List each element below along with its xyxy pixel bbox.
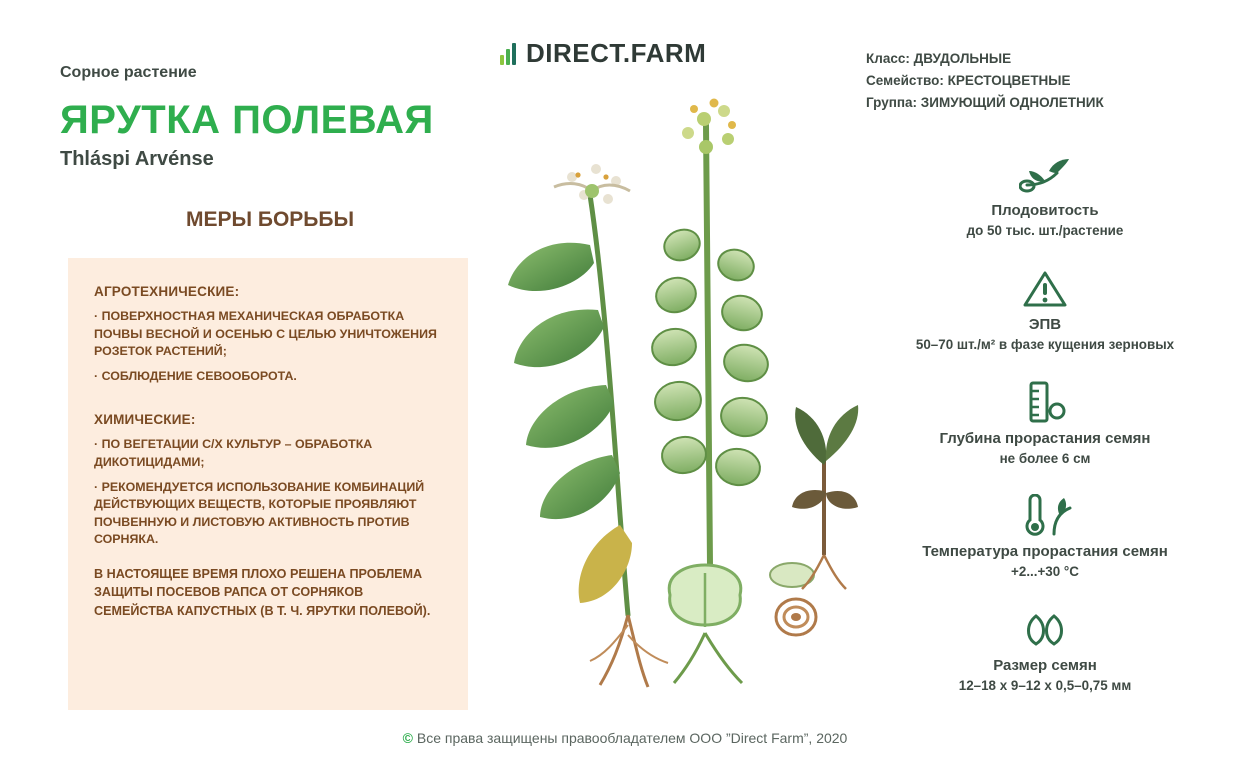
footer [0, 730, 1250, 746]
meta-class-label: Класс: [866, 51, 910, 66]
section-divider [94, 392, 446, 412]
direct-farm-logo-icon [500, 43, 516, 65]
seeds-icon [880, 605, 1210, 655]
brand-name: DIRECT.FARM [526, 38, 707, 68]
fact-seed-size [880, 605, 1210, 695]
ruler-seed-icon [880, 378, 1210, 428]
footer-text: Все права защищены правообладателем ООО ”Direct Farm”, 2020 [416, 730, 848, 746]
agro-item: · СОБЛЮДЕНИЕ СЕВООБОРОТА. [94, 368, 297, 383]
measures-panel [68, 258, 468, 710]
fact-value: 12–18 x 9–12 x 0,5–0,75 мм [958, 678, 1132, 693]
fact-value: 50–70 шт./м² в фазе кущения зерновых [915, 336, 1175, 352]
fact-title: Плодовитость [991, 202, 1099, 219]
fact-epv [880, 264, 1210, 354]
brand-logo [500, 38, 706, 69]
agro-item: · ПОВЕРХНОСТНАЯ МЕХАНИЧЕСКАЯ ОБРАБОТКА ПОЧВЫ ВЕСНОЙ И ОСЕНЬЮ С ЦЕЛЬЮ УНИЧТОЖЕНИЯ РОЗЕТОК РАСТЕНИЙ; [94, 309, 437, 359]
fact-sowing-depth [880, 378, 1210, 468]
fact-value: +2...+30 °C [1011, 564, 1079, 580]
fact-title: Размер семян [993, 657, 1097, 674]
seedling-sprout-icon [880, 150, 1210, 200]
measures-title: МЕРЫ БОРЬБЫ [185, 208, 355, 231]
warning-triangle-icon [880, 264, 1210, 314]
kicker-label: Сорное растение [60, 64, 197, 81]
chem-section-heading: ХИМИЧЕСКИЕ: [94, 412, 196, 428]
meta-family-value: КРЕСТОЦВЕТНЫЕ [947, 72, 1071, 88]
meta-group-row [866, 92, 1104, 114]
fact-germination-temperature [880, 491, 1210, 581]
meta-family-label: Семейство: [866, 72, 944, 88]
meta-group-label: Группа: [866, 94, 918, 110]
chem-item: · РЕКОМЕНДУЕТСЯ ИСПОЛЬЗОВАНИЕ КОМБИНАЦИЙ ДЕЙСТВУЮЩИХ ВЕЩЕСТВ, КОТОРЫЕ ПРОЯВЛЯЮТ ПОЧВЕННУЮ И ЛИСТОВУЮ АКТИВНОСТЬ ПРОТИВ СОРНЯКА. [94, 479, 425, 547]
meta-class-row [866, 48, 1104, 70]
copyright-icon: © [402, 730, 413, 746]
fact-title: Глубина прорастания семян [939, 429, 1151, 447]
page-title: ЯРУТКА ПОЛЕВАЯ [60, 98, 434, 142]
fact-title: Температура прорастания семян [922, 543, 1168, 561]
taxonomy-meta [866, 48, 1104, 114]
meta-family-row [866, 70, 1104, 92]
facts-list [880, 150, 1210, 719]
meta-group-value: ЗИМУЮЩИЙ ОДНОЛЕТНИК [920, 94, 1104, 110]
latin-name: Thláspi Arvénse [60, 148, 214, 170]
fact-title: ЭПВ [1028, 315, 1062, 333]
fact-value: до 50 тыс. шт./растение [966, 223, 1124, 238]
thermometer-plant-icon [880, 491, 1210, 541]
fact-fertility [880, 150, 1210, 240]
measures-note: В НАСТОЯЩЕЕ ВРЕМЯ ПЛОХО РЕШЕНА ПРОБЛЕМА ЗАЩИТЫ ПОСЕВОВ РАПСА ОТ СОРНЯКОВ СЕМЕЙСТВА КАПУСТНЫХ (В Т. Ч. ЯРУТКИ ПОЛЕВОЙ). [94, 567, 431, 618]
agro-section-heading: АГРОТЕХНИЧЕСКИЕ: [94, 284, 240, 299]
fact-value: не более 6 см [999, 450, 1091, 466]
chem-item: · ПО ВЕГЕТАЦИИ С/Х КУЛЬТУР – ОБРАБОТКА ДИКОТИЦИДАМИ; [94, 437, 373, 470]
plant-illustration [470, 95, 890, 715]
meta-class-value: ДВУДОЛЬНЫЕ [913, 51, 1012, 66]
